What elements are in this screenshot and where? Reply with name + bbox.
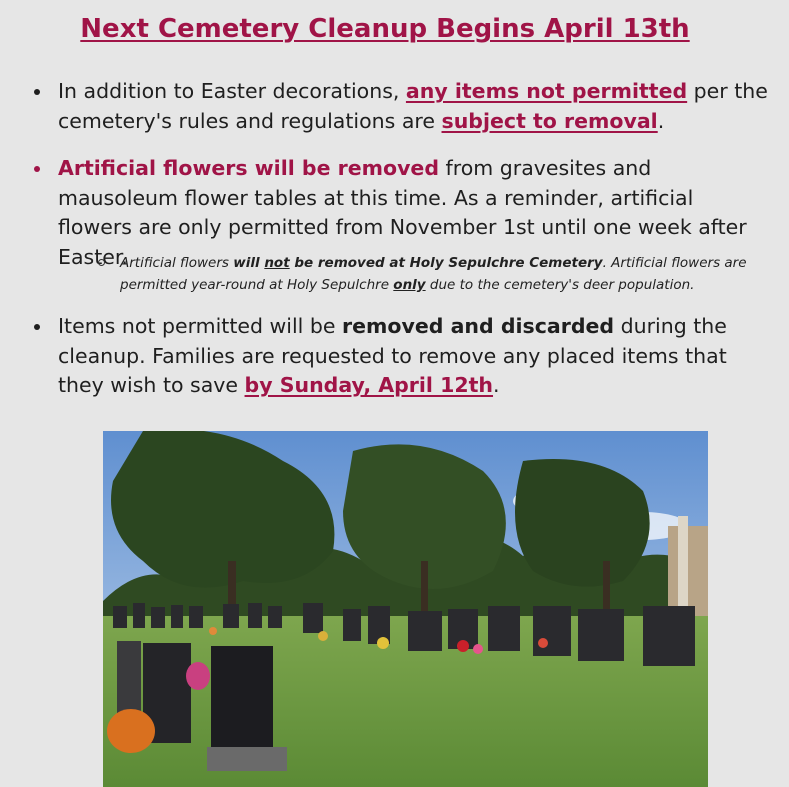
- bullet-dot-icon: [34, 166, 40, 172]
- link-items-not-permitted[interactable]: any items not permitted: [405, 79, 688, 103]
- sub-bullet-ring-icon: [98, 259, 105, 266]
- sub-bold-only: only: [393, 277, 426, 293]
- bullet3-text-3: .: [493, 373, 500, 397]
- bullet1-text-1: In addition to Easter decorations,: [58, 79, 406, 103]
- bullet3-text-1: Items not permitted will be: [58, 314, 343, 338]
- artificial-flowers-lead: Artificial flowers will be removed: [58, 156, 440, 180]
- bullet-dot-icon: [34, 89, 40, 95]
- sub-text-3: due to the cemetery's deer population.: [425, 277, 695, 293]
- sub-text-1: Artificial flowers: [120, 255, 234, 271]
- removed-and-discarded: removed and discarded: [342, 314, 615, 338]
- bullet1-text-3: .: [657, 108, 665, 133]
- bullet-removed-discarded: [0, 312, 789, 401]
- bullet3-text-2: during the cleanup. Families are requested to remove any placed items that they wish to save: [58, 314, 727, 397]
- page-title: Next Cemetery Cleanup Begins April 13th: [80, 14, 690, 44]
- link-subject-to-removal[interactable]: subject to removal: [441, 108, 658, 133]
- sub-bold-1: will: [233, 255, 265, 271]
- sub-bold-2: be removed at Holy Sepulchre Cemetery: [289, 255, 603, 271]
- sub-text-2: . Artificial flowers are permitted year-round at Holy Sepulchre: [120, 255, 747, 293]
- sub-bullet-holy-sepulchre: [120, 252, 753, 296]
- bullet2-text: from gravesites and mausoleum flower tables at this time. As a reminder, artificial flowers are only permitted from November 1st until one week after Easter.: [58, 156, 747, 269]
- link-by-sunday-april-12[interactable]: by Sunday, April 12th: [244, 373, 494, 397]
- bullet-dot-icon: [34, 324, 40, 330]
- cemetery-photo-illustration: [103, 431, 708, 787]
- bullet1-text-2: per the cemetery's rules and regulations are: [58, 79, 768, 133]
- sub-bold-not: not: [264, 255, 290, 271]
- cemetery-photo: [103, 431, 708, 787]
- bullet-easter-decorations: [0, 77, 789, 136]
